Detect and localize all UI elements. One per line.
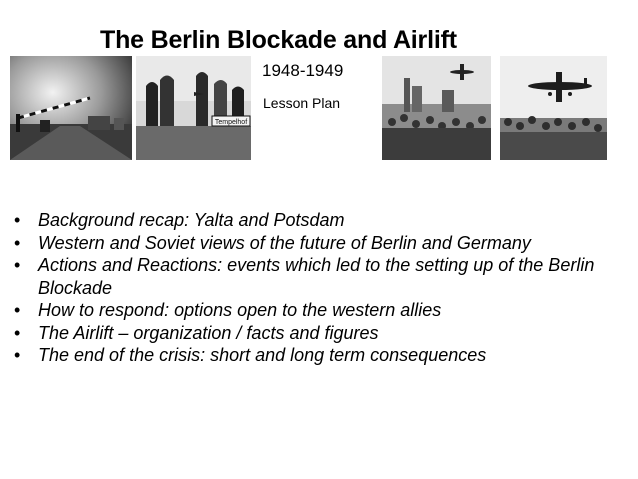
- bullet-item: [14, 299, 634, 322]
- bullet-text: The Airlift – organization / facts and figures: [38, 322, 379, 343]
- bullet-marker: •: [14, 300, 21, 320]
- bullet-marker: •: [14, 255, 21, 275]
- bullet-text: Western and Soviet views of the future of Berlin and Germany: [38, 232, 531, 253]
- bullet-text: Background recap: Yalta and Potsdam: [38, 210, 345, 230]
- slide-title: The Berlin Blockade and Airlift: [100, 26, 457, 54]
- bullet-text: How to respond: options open to the western allies: [38, 300, 442, 320]
- bullet-text: The end of the crisis: short and long term consequences: [38, 345, 487, 365]
- bullet-marker: •: [14, 322, 21, 343]
- plane-over-crowd-photo: [500, 56, 607, 160]
- bullet-item: [14, 209, 634, 232]
- crowd-watching-plane-photo: [382, 56, 491, 160]
- bullet-item: [14, 322, 634, 345]
- bullet-marker: •: [14, 210, 21, 230]
- bullet-marker: •: [14, 232, 21, 253]
- crowd-with-sign-photo: [136, 56, 251, 160]
- slide-years: 1948-1949: [262, 61, 344, 80]
- sign-text: Tempelhof: [214, 119, 248, 126]
- bullet-item: [14, 232, 634, 255]
- slide-subtitle: Lesson Plan: [263, 95, 341, 111]
- lesson-bullet-list: [14, 209, 634, 367]
- bullet-text: Actions and Reactions: events which led to the setting up of the Berlin Blockade: [38, 255, 595, 298]
- checkpoint-barrier-photo: [10, 56, 132, 160]
- bullet-item: [14, 344, 634, 367]
- bullet-item: [14, 254, 634, 299]
- bullet-marker: •: [14, 345, 21, 365]
